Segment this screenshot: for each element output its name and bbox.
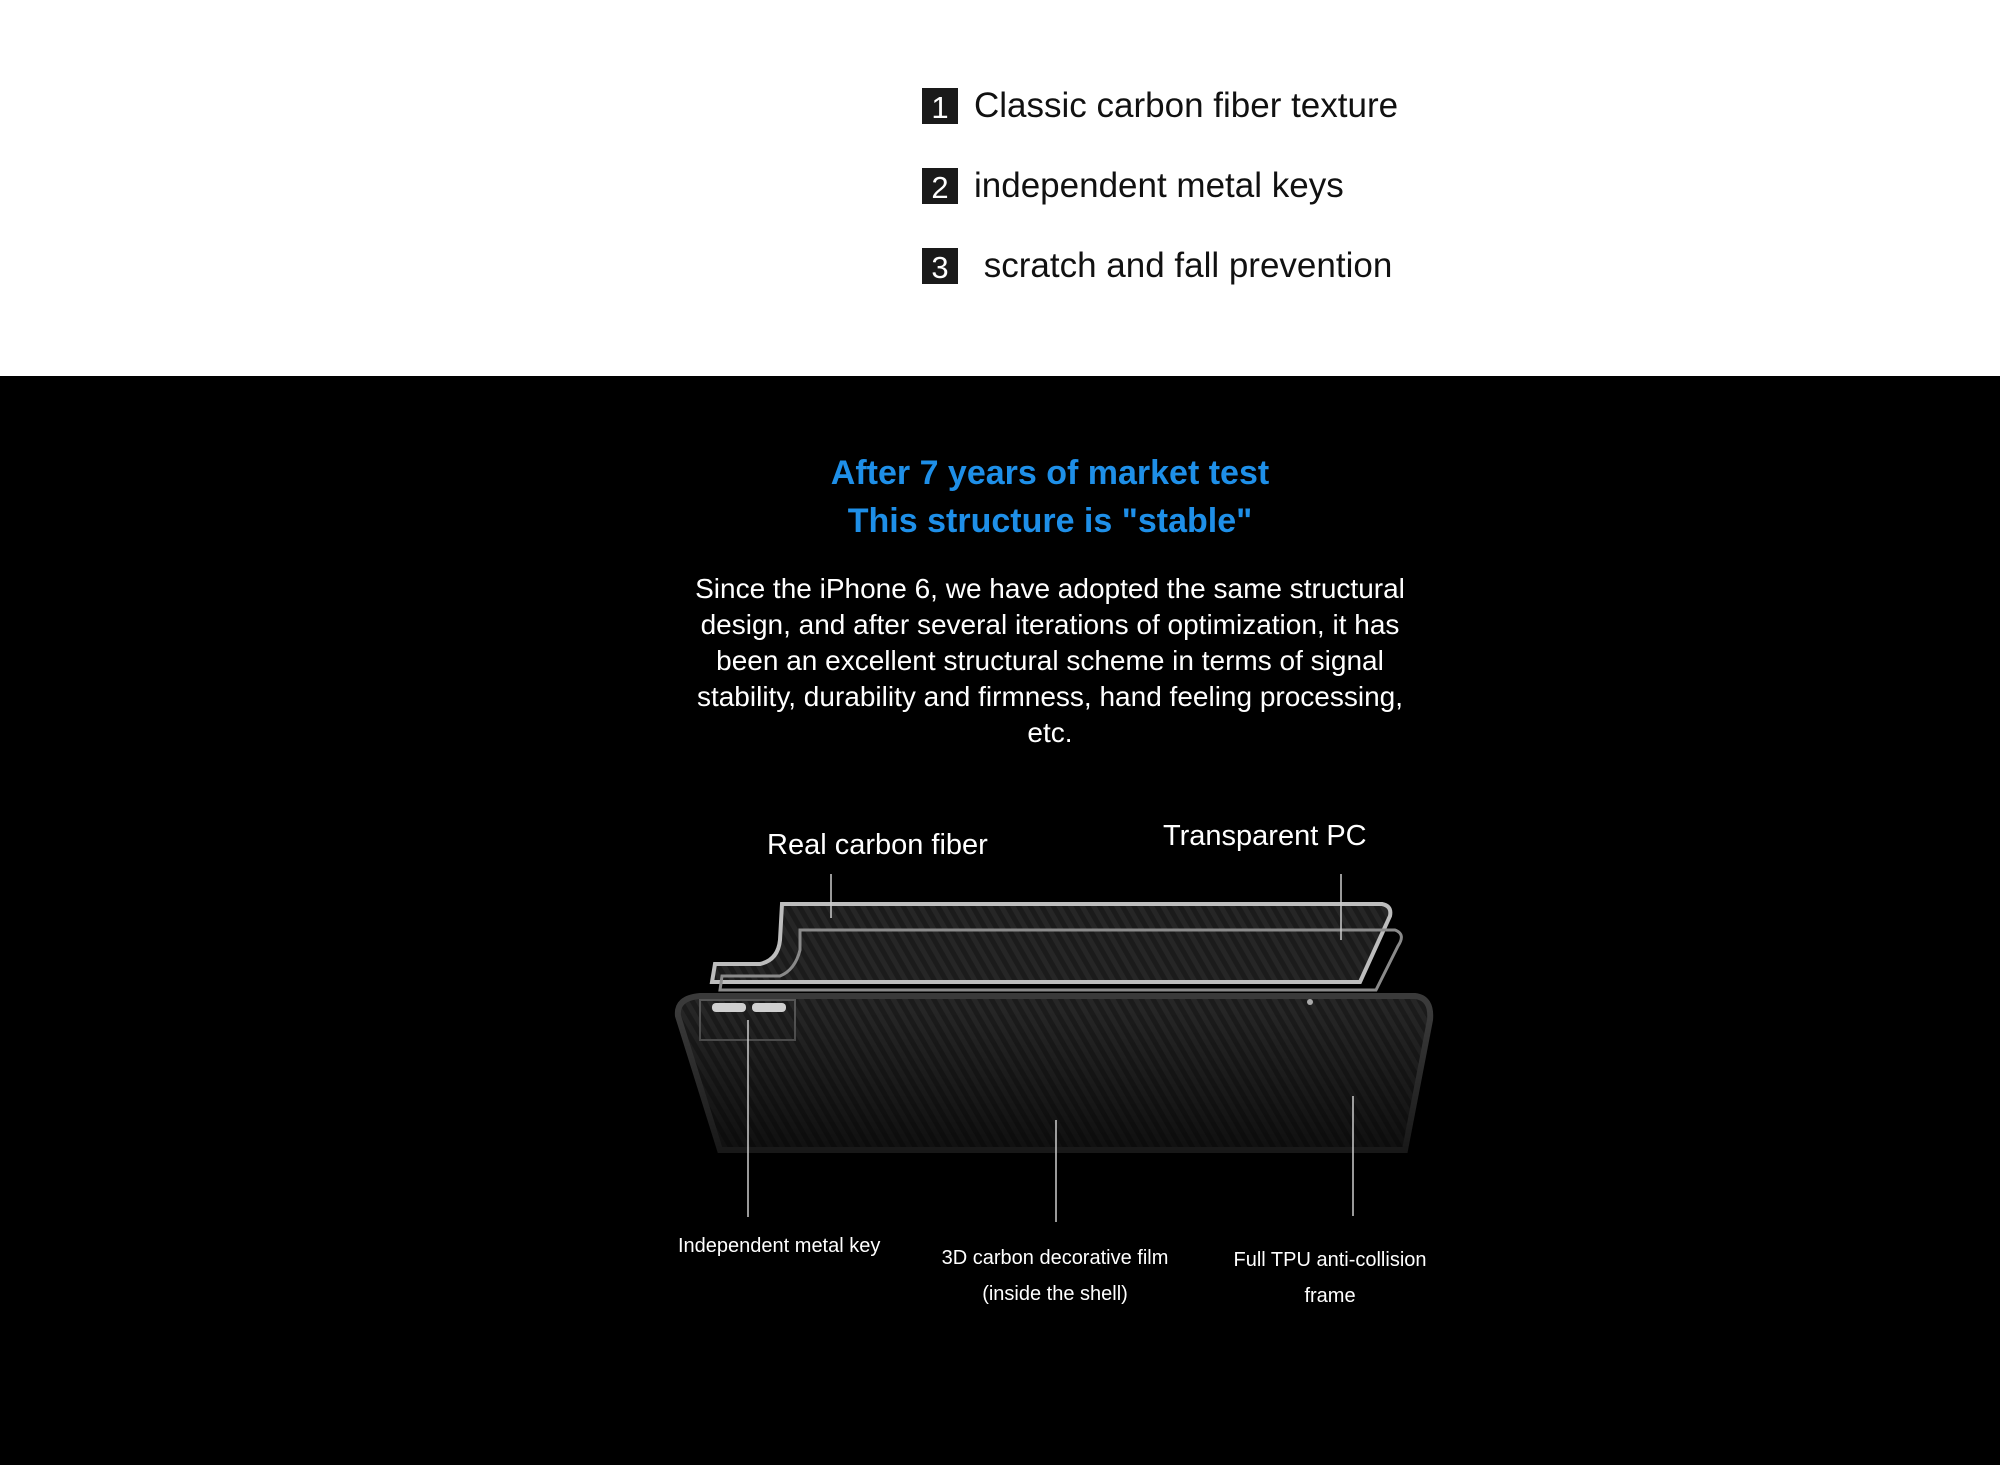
feature-text: scratch and fall prevention [974, 246, 1393, 285]
feature-text: Classic carbon fiber texture [974, 86, 1399, 125]
feature-item-3 [922, 246, 1392, 286]
feature-item-2 [922, 166, 1344, 206]
feature-text: independent metal keys [974, 166, 1344, 205]
feature-number-badge: 3 [922, 248, 958, 284]
headline-line-2: This structure is "stable" [847, 502, 1253, 540]
headline [600, 449, 1500, 545]
headline-line-1: After 7 years of market test [830, 454, 1270, 492]
label-tpu-line-2: frame [1304, 1285, 1356, 1307]
label-transparent-pc: Transparent PC [1163, 820, 1367, 852]
label-tpu-frame [1215, 1242, 1445, 1314]
feature-number-badge: 1 [922, 88, 958, 124]
label-tpu-line-1: Full TPU anti-collision [1233, 1249, 1427, 1271]
features-section [0, 0, 2000, 376]
phone-case-exploded-illustration [660, 860, 1440, 1240]
label-film-line-1: 3D carbon decorative film [941, 1247, 1169, 1269]
label-film-line-2: (inside the shell) [982, 1283, 1128, 1305]
label-real-carbon-fiber: Real carbon fiber [767, 829, 988, 861]
feature-item-1 [922, 86, 1398, 126]
feature-number-badge: 2 [922, 168, 958, 204]
tpu-frame-layer [660, 996, 1440, 1240]
carbon-fiber-layer [712, 904, 1390, 982]
label-carbon-decorative-film [900, 1240, 1210, 1312]
label-independent-metal-key: Independent metal key [678, 1235, 881, 1257]
description-text: Since the iPhone 6, we have adopted the same structural design, and after several iterations of optimization, it has been an excellent structural scheme in terms of signal stability, durability and firmness, hand feeling processing, etc. [695, 573, 1405, 748]
